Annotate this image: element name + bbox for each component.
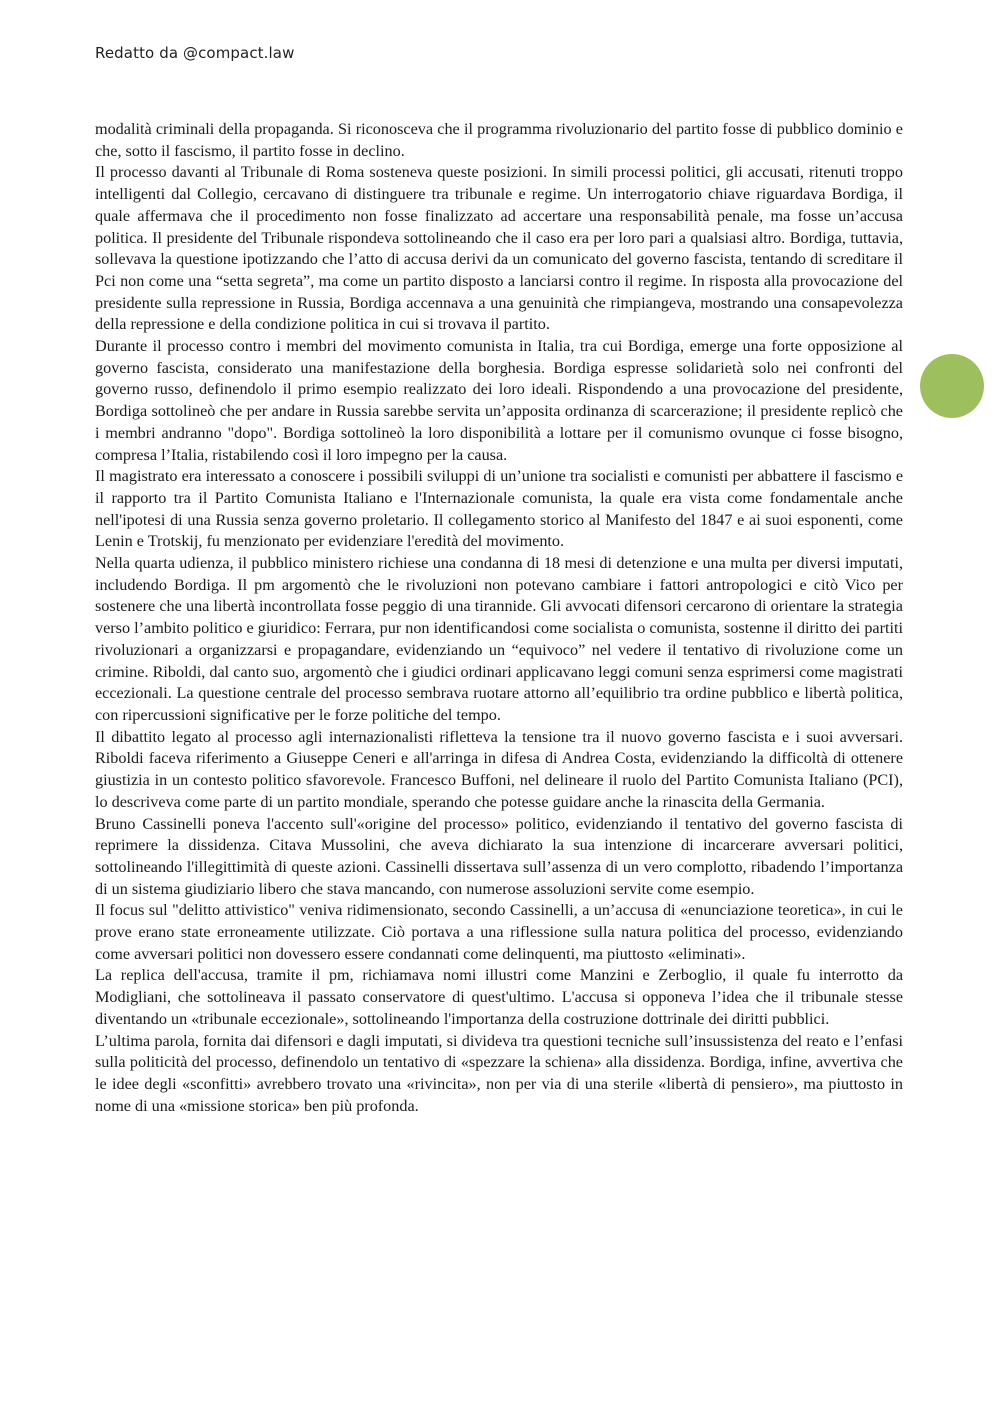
paragraph: L’ultima parola, fornita dai difensori e dagli imputati, si divideva tra questioni tecniche sull’insussistenza del reato e l’enfasi sulla politicità del processo, definendolo un tentativo di «spezzare la schiena» alla dissidenza. Bordiga, infine, avvertiva che le idee degli «sconfitti» avrebbero trovato una «rivincita», non per via di una sterile «libertà di pensiero», ma piuttosto in nome di una «missione storica» ben più profonda. [95,1031,903,1115]
paragraph: Il magistrato era interessato a conoscere i possibili sviluppi di un’unione tra socialisti e comunisti per abbattere il fascismo e il rapporto tra il Partito Comunista Italiano e l'Internazionale comunista, la quale era vista come fondamentale anche nell'ipotesi di una Russia senza governo proletario. Il collegamento storico al Manifesto del 1847 e ai suoi esponenti, come Lenin e Trotskij, fu menzionato per evidenziare l'eredità del movimento. [95,467,903,551]
side-marker-circle [920,354,984,418]
document-body [95,119,903,1117]
paragraph: Il processo davanti al Tribunale di Roma sosteneva queste posizioni. In simili processi politici, gli accusati, ritenuti troppo intelligenti dal Collegio, cercavano di distinguere tra tribunale e regime. Un interrogatorio chiave riguardava Bordiga, il quale affermava che il procedimento non fosse finalizzato ad accertare una responsabilità penale, ma fosse un’accusa politica. Il presidente del Tribunale rispondeva sottolineando che il caso era per loro pari a qualsiasi altro. Bordiga, tuttavia, sollevava la questione ipotizzando che l’atto di accusa derivi da un comunicato del governo fascista, tentando di screditare il Pci non come una “setta segreta”, ma come un partito disposto a lanciarsi contro il regime. In risposta alla provocazione del presidente sulla repressione in Russia, Bordiga accennava a una genuinità che rimpiangeva, mostrando una consapevolezza della repressione e della condizione politica in cui si trovava il partito. [95,163,903,334]
paragraph: Nella quarta udienza, il pubblico ministero richiese una condanna di 18 mesi di detenzione e una multa per diversi imputati, includendo Bordiga. Il pm argomentò che le rivoluzioni non potevano cambiare i fattori antropologici e citò Vico per sostenere che una libertà incontrollata fosse peggio di una tirannide. Gli avvocati difensori cercarono di orientare la strategia verso l’ambito politico e giuridico: Ferrara, pur non identificandosi come socialista o comunista, sostenne il diritto dei partiti rivoluzionari a organizzarsi e propagandare, evidenziando un “equivoco” nel vedere il tentativo di rivoluzione come un crimine. Riboldi, dal canto suo, argomentò che i giudici ordinari applicavano leggi comuni senza esprimersi come magistrati eccezionali. La questione centrale del processo sembrava ruotare attorno all’equilibrio tra ordine pubblico e libertà politica, con ripercussioni significative per le forze politiche del tempo. [95,554,903,724]
page-header: Redatto da @compact.law [95,44,295,62]
paragraph: modalità criminali della propaganda. Si riconosceva che il programma rivoluzionario del partito fosse di pubblico dominio e che, sotto il fascismo, il partito fosse in declino. [95,120,903,160]
paragraph: Bruno Cassinelli poneva l'accento sull'«origine del processo» politico, evidenziando il tentativo del governo fascista di reprimere la dissidenza. Citava Mussolini, che aveva dichiarato la sua intenzione di incarcerare avversari politici, sottolineando l'illegittimità di queste azioni. Cassinelli dissertava sull’assenza di un vero complotto, ribadendo l’importanza di un sistema giudiziario libero che stava mancando, con numerose assoluzioni servite come esempio. [95,814,903,898]
paragraph: La replica dell'accusa, tramite il pm, richiamava nomi illustri come Manzini e Zerboglio, il quale fu interrotto da Modigliani, che sottolineava il passato conservatore di quest'ultimo. L'accusa si opponeva l’idea che il tribunale stesse diventando un «tribunale eccezionale», sottolineando l'importanza della costruzione dottrinale dei diritti pubblici. [95,966,903,1028]
paragraph: Il focus sul "delitto attivistico" veniva ridimensionato, secondo Cassinelli, a un’accusa di «enunciazione teoretica», in cui le prove erano state erroneamente utilizzate. Ciò portava a una riflessione sulla natura politica del processo, evidenziando come avversari politici non dovessero essere condannati come delinquenti, ma piuttosto «eliminati». [95,901,903,963]
paragraph: Il dibattito legato al processo agli internazionalisti rifletteva la tensione tra il nuovo governo fascista e i suoi avversari. Riboldi faceva riferimento a Giuseppe Ceneri e all'arringa in difesa di Andrea Costa, evidenziando la difficoltà di ottenere giustizia in un contesto politico sfavorevole. Francesco Buffoni, nel delineare il ruolo del Partito Comunista Italiano (PCI), lo descriveva come parte di un partito mondiale, sperando che potesse guidare anche la rinascita della Germania. [95,727,903,811]
paragraph: Durante il processo contro i membri del movimento comunista in Italia, tra cui Bordiga, emerge una forte opposizione al governo fascista, considerato una manifestazione della borghesia. Bordiga espresse solidarietà solo nei confronti del governo russo, definendolo il primo esempio realizzato dei loro ideali. Rispondendo a una provocazione del presidente, Bordiga sottolineò che per andare in Russia sarebbe servita un’apposita ordinanza di scarcerazione; il presidente replicò che i membri andranno "dopo". Bordiga sottolineò la loro disponibilità a lottare per il comunismo ovunque ci fosse bisogno, compresa l’Italia, ristabilendo così il loro impegno per la causa. [95,337,903,464]
